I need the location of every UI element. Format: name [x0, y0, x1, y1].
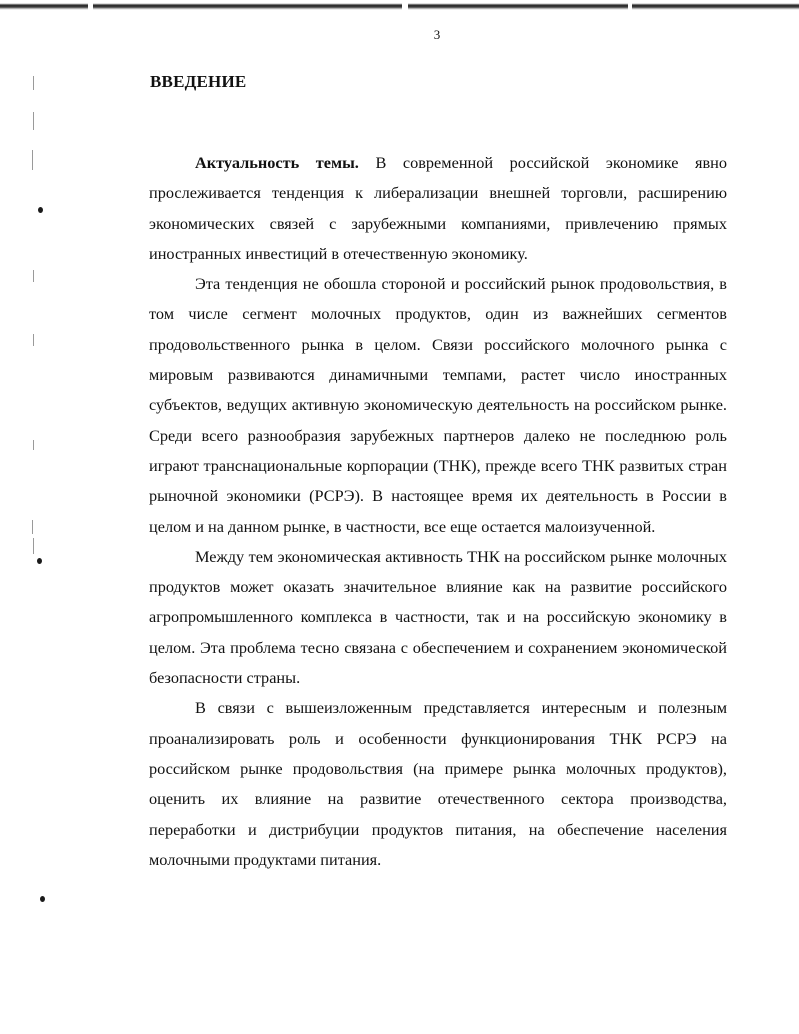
body-text	[149, 148, 727, 875]
scan-mark	[33, 334, 34, 346]
scan-mark	[33, 112, 34, 130]
scan-top-border	[0, 0, 799, 10]
lead-phrase: Актуальность темы.	[195, 153, 359, 172]
paragraph-3: Между тем экономическая активность ТНК на российском рынке молочных продуктов может оказать значительное влияние как на развитие российского агропромышленного комплекса в частности, так и на российскую экономику в целом. Эта проблема тесно связана с обеспечением и сохранением экономической безопасности страны.	[149, 546, 727, 688]
binding-hole-mark	[37, 558, 42, 564]
section-heading: ВВЕДЕНИЕ	[150, 72, 247, 91]
scan-mark	[32, 520, 33, 534]
paragraph-2: Эта тенденция не обошла стороной и российский рынок продовольствия, в том числе сегмент молочных продуктов, один из важнейших сегментов продовольственного рынка в целом. Связи российского молочного рынка с мировым развиваются динамичными темпами, растет число иностранных субъектов, ведущих активную экономическую деятельность на российском рынке. Среди всего разнообразия зарубежных партнеров далеко не последнюю роль играют транснациональные корпорации (ТНК), прежде всего ТНК развитых стран рыночной экономики (РСРЭ). В настоящее время их деятельность в России в целом и на данном рынке, в частности, все еще остается малоизученной.	[149, 274, 727, 536]
paragraph-1-text: В современной российской экономике явно прослеживается тенденция к либерализации внешней торговли, расширению экономических связей с зарубежными компаниями, привлечению прямых иностранных инвестиций в отечественную экономику.	[149, 153, 728, 263]
scan-mark	[32, 150, 33, 170]
paragraph-4: В связи с вышеизложенным представляется интересным и полезным проанализировать роль и особенности функционирования ТНК РСРЭ на российском рынке продовольствия (на примере рынка молочных продуктов), оценить их влияние на развитие отечественного сектора производства, переработки и дистрибуции продуктов питания, на обеспечение населения молочными продуктами питания.	[149, 698, 727, 869]
page-number: 3	[433, 27, 441, 42]
binding-hole-mark	[40, 896, 45, 902]
binding-hole-mark	[38, 207, 43, 213]
scan-mark	[33, 76, 34, 90]
paragraph-1	[149, 148, 727, 269]
scan-mark	[33, 538, 34, 554]
scan-mark	[33, 270, 34, 282]
scan-mark	[33, 440, 34, 450]
